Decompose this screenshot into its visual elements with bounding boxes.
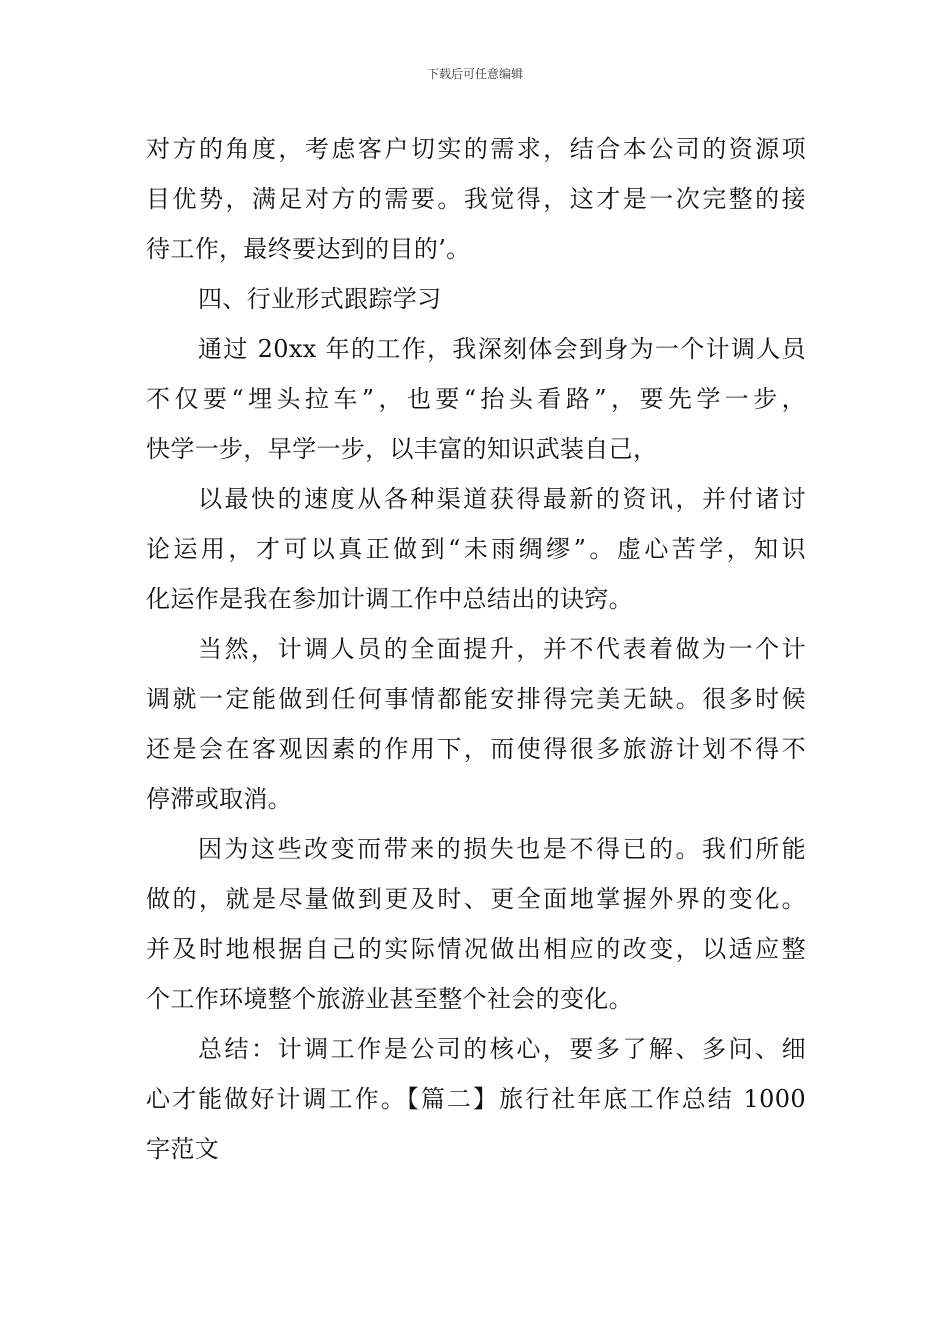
text-line: 论运用，才可以真正做到“未雨绸缪”。虚心苦学，知识 [146, 535, 806, 563]
text-line: 停滞或取消。 [146, 785, 293, 813]
text-line: 并及时地根据自己的实际情况做出相应的改变，以适应整 [146, 935, 806, 963]
text-line: 字范文 [146, 1135, 220, 1163]
text-line: 对方的角度，考虑客户切实的需求，结合本公司的资源项 [146, 135, 806, 163]
text-line: 不仅要“埋头拉车”，也要“抬头看路”，要先学一步， [146, 385, 806, 413]
text-line: 以最快的速度从各种渠道获得最新的资讯，并付诸讨 [198, 485, 806, 513]
text-line: 做的，就是尽量做到更及时、更全面地掌握外界的变化。 [146, 885, 806, 913]
text-line: 目优势，满足对方的需要。我觉得，这才是一次完整的接 [146, 185, 806, 213]
text-line: 因为这些改变而带来的损失也是不得已的。我们所能 [198, 835, 806, 863]
text-line: 当然，计调人员的全面提升，并不代表着做为一个计 [198, 635, 806, 663]
text-line: 还是会在客观因素的作用下，而使得很多旅游计划不得不 [146, 735, 806, 763]
text-line: 个工作环境整个旅游业甚至整个社会的变化。 [146, 985, 633, 1013]
text-line: 待工作，最终要达到的目的’。 [146, 235, 471, 263]
document-body [146, 124, 806, 1174]
section-heading: 四、行业形式跟踪学习 [198, 285, 442, 313]
text-line: 调就一定能做到任何事情都能安排得完美无缺。很多时候 [146, 685, 806, 713]
page-header: 下载后可任意编辑 [426, 67, 523, 81]
text-line: 通过 20xx 年的工作，我深刻体会到身为一个计调人员 [198, 335, 806, 363]
text-line: 化运作是我在参加计调工作中总结出的诀窍。 [146, 585, 633, 613]
text-line: 心才能做好计调工作。【篇二】旅行社年底工作总结 1000 [146, 1085, 806, 1113]
text-line: 总结：计调工作是公司的核心，要多了解、多问、细 [198, 1035, 806, 1063]
text-line: 快学一步，早学一步，以丰富的知识武装自己， [146, 435, 658, 463]
